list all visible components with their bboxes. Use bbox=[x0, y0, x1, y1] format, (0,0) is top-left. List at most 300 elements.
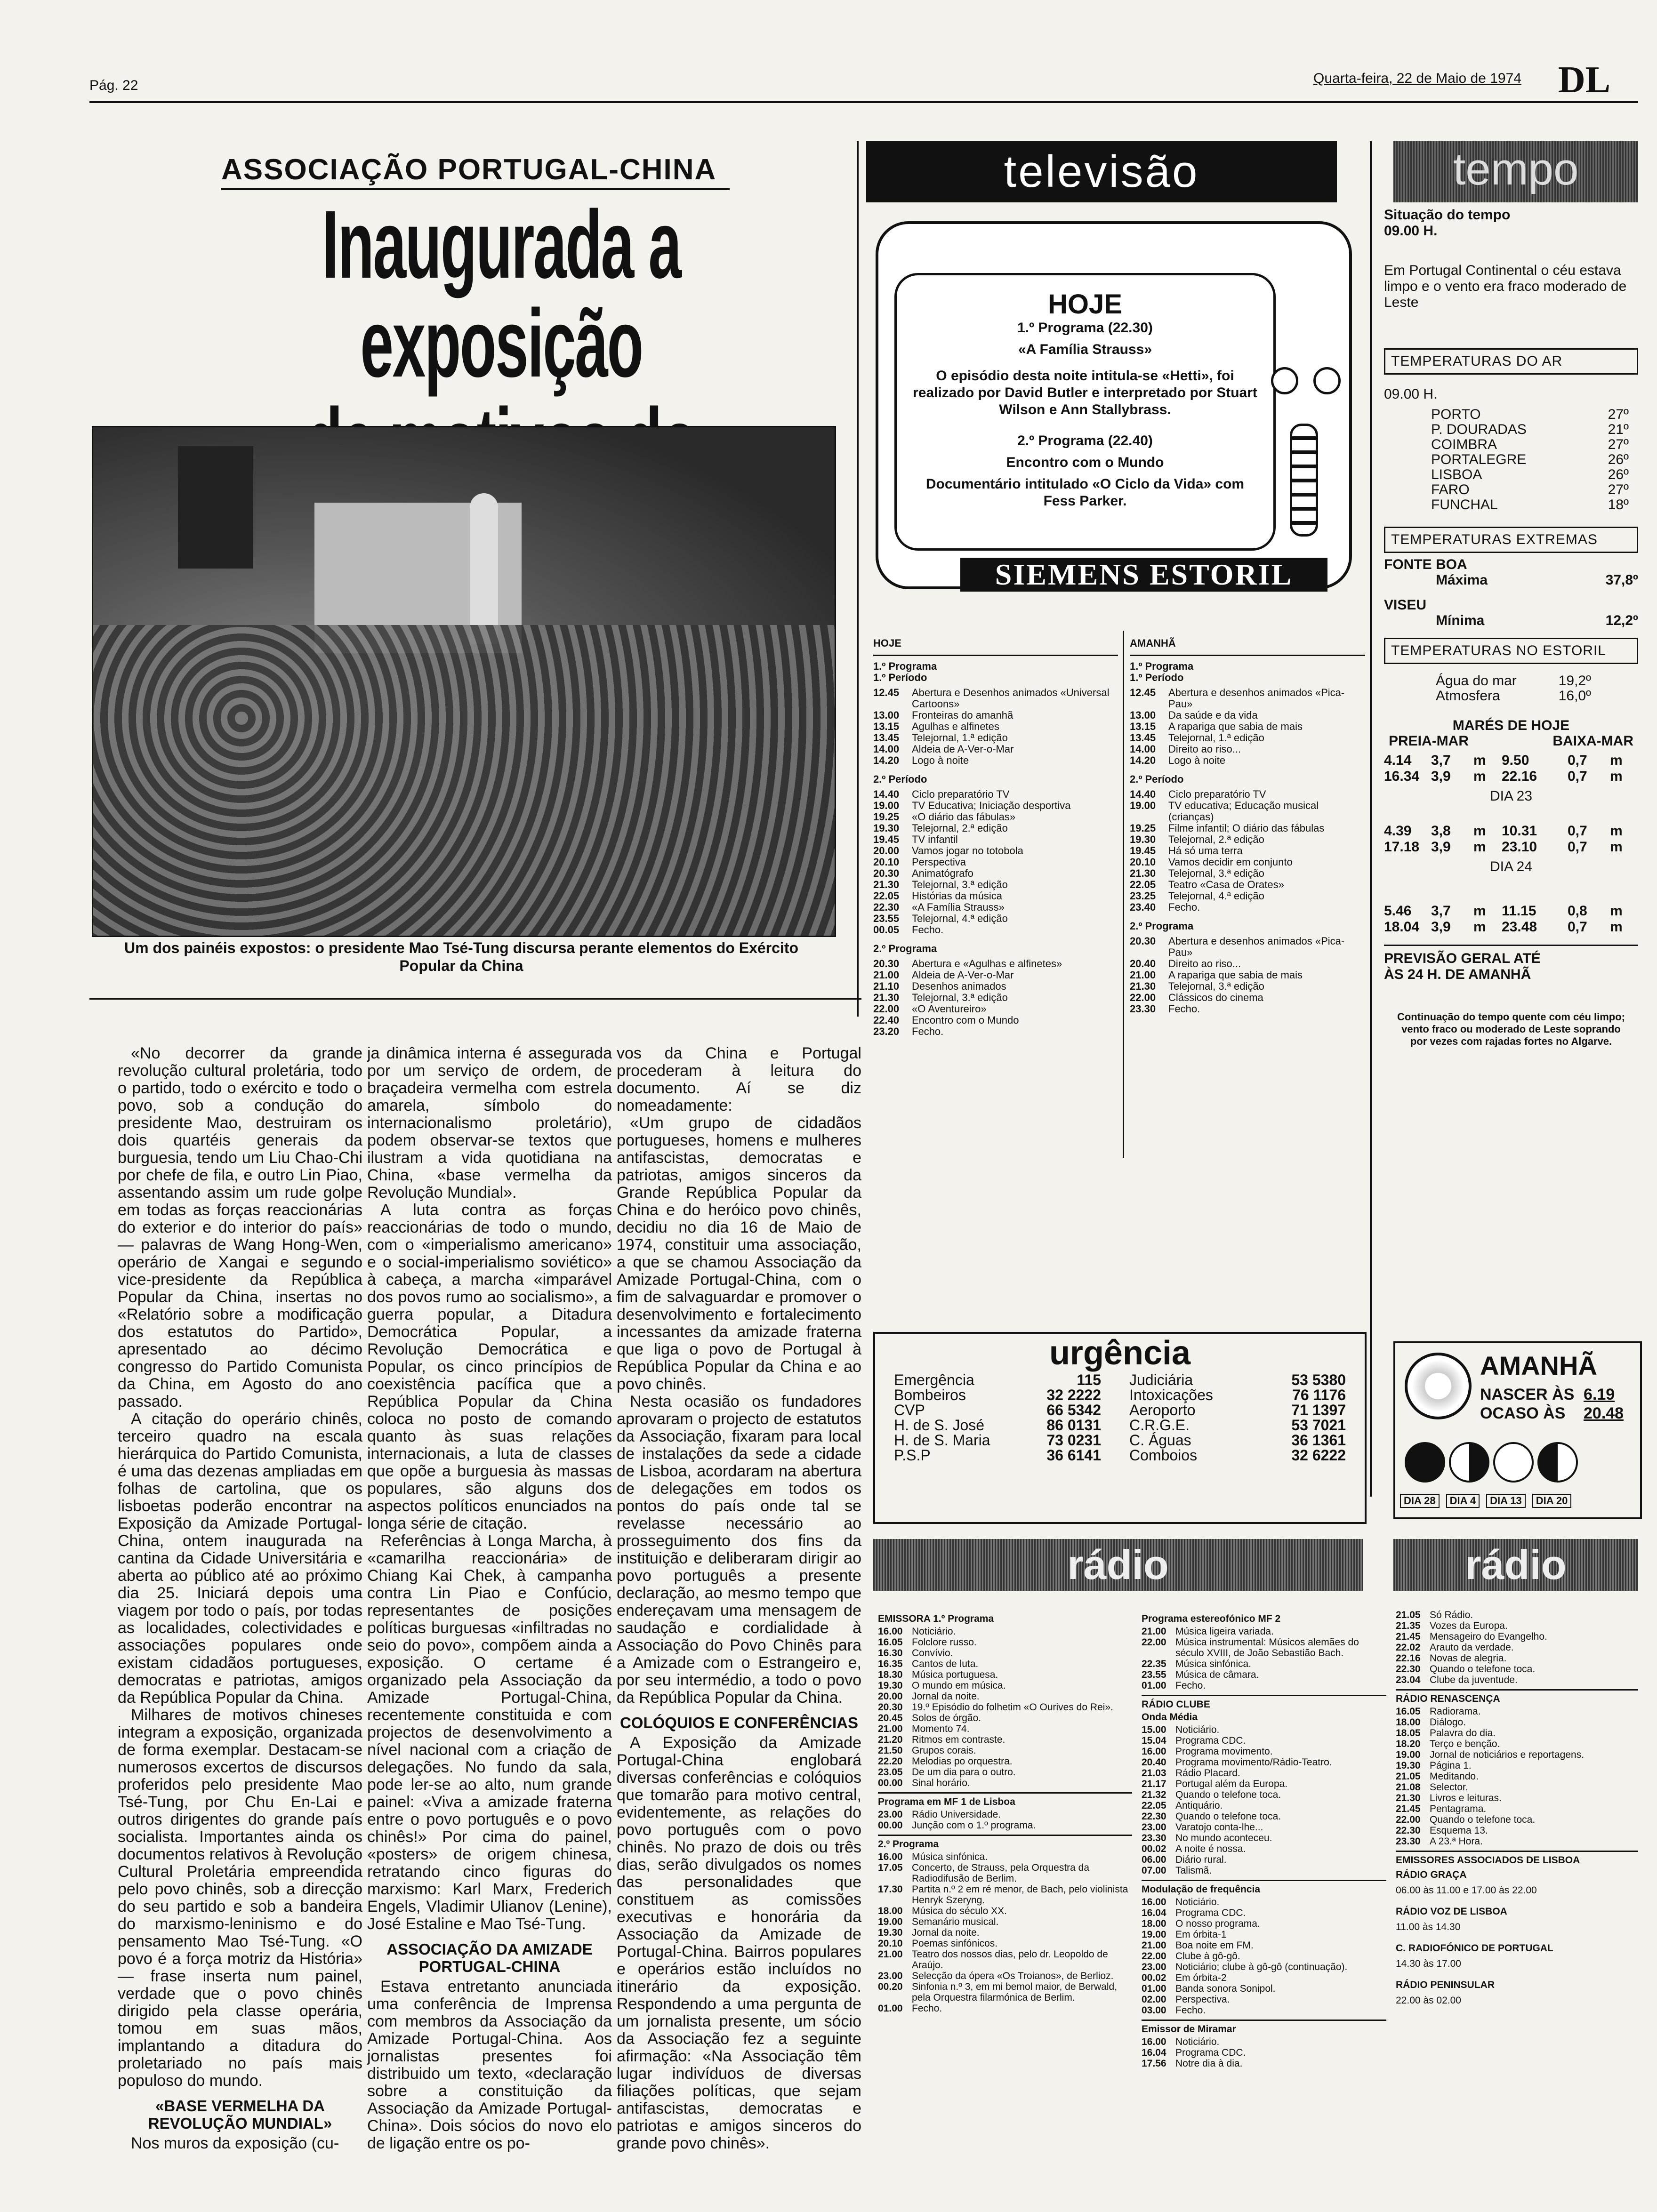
tide-value: 16.34 bbox=[1384, 769, 1420, 784]
listing-title: Música de câmara. bbox=[1175, 1669, 1259, 1680]
listing-time: 16.00 bbox=[1142, 2036, 1166, 2047]
city-name: COIMBRA bbox=[1431, 437, 1497, 452]
listing-time: 22.00 bbox=[1396, 1814, 1421, 1825]
listing-title: Página 1. bbox=[1430, 1760, 1472, 1771]
city-name: LISBOA bbox=[1431, 467, 1482, 482]
listing-row bbox=[873, 811, 1118, 823]
listing-title: Noticiário. bbox=[912, 1626, 956, 1637]
listing-row bbox=[878, 1809, 1132, 1820]
listing-title: Sinfonia n.º 3, em mi bemol maior, de Berwald, pela Orquestra filarmónica de Berlim. bbox=[912, 1981, 1118, 2003]
listing-row bbox=[1142, 2058, 1386, 2069]
listing-time: 18.00 bbox=[1396, 1717, 1421, 1728]
listing-row bbox=[1130, 823, 1365, 834]
listing-title: Programa CDC. bbox=[1175, 1907, 1246, 1918]
listing-time: 21.30 bbox=[1130, 867, 1156, 879]
listing-time: 21.05 bbox=[1396, 1610, 1421, 1620]
listing-row bbox=[1142, 1972, 1386, 1983]
listing-title: Grupos corais. bbox=[912, 1745, 976, 1756]
service-name: Comboios bbox=[1129, 1447, 1198, 1464]
service-name: CVP bbox=[894, 1402, 925, 1419]
tide-value: 23.10 bbox=[1502, 839, 1537, 855]
listing-row bbox=[1142, 2036, 1386, 2047]
listing-time: 20.40 bbox=[1130, 958, 1156, 970]
tide-day: DIA 23 bbox=[1489, 788, 1533, 804]
listing-time: 21.45 bbox=[1396, 1631, 1421, 1642]
listing-row bbox=[1130, 687, 1365, 710]
situation-time: 09.00 H. bbox=[1384, 223, 1438, 239]
listing-time: 16.05 bbox=[878, 1637, 903, 1648]
listing-title: Em órbita-2 bbox=[1175, 1972, 1227, 1983]
radio-column-2 bbox=[1142, 1610, 1386, 2069]
period-label: 1.º Período bbox=[1130, 672, 1184, 683]
listing-time: 13.00 bbox=[873, 709, 900, 721]
station-header: Modulação de frequência bbox=[1142, 1880, 1386, 1895]
paragraph: A luta contra as forças reaccionárias de todo o mundo, com o «imperialismo americano» e o social-imperialismo soviético» à cabeça, a marcha «imparável dos povos rumo ao socialismo», a guerra popular, a Ditadura Democrática Popular, a Revolução Democrática e Popular, os cinco princípios de coexistência pacífica que a República Popular da China coloca no posto de comando quanto às suas relações internacionais, a luta de classes que opõe a burguesia às massas populares, são alguns dos aspectos políticos enunciados na longa série de citação. bbox=[367, 1201, 612, 1532]
listing-title: Telejornal, 3.ª edição bbox=[912, 879, 1008, 890]
air-label: Atmosfera bbox=[1436, 688, 1500, 704]
listing-time: 14.20 bbox=[873, 754, 900, 766]
listing-title: Partita n.º 2 em ré menor, de Bach, pelo violinista Henryk Szeryng. bbox=[912, 1884, 1128, 1906]
listing-divider bbox=[1123, 631, 1124, 1158]
tv-knob-icon bbox=[1271, 367, 1298, 394]
tide-value: m bbox=[1610, 769, 1623, 784]
listing-row bbox=[1142, 2005, 1386, 2016]
listing-row bbox=[1142, 1994, 1386, 2005]
listing-time: 14.00 bbox=[873, 743, 900, 755]
listing-row bbox=[1130, 710, 1365, 721]
sunrise-label: NASCER ÀS bbox=[1480, 1386, 1575, 1403]
service-name: Bombeiros bbox=[894, 1387, 966, 1403]
station-name: VISEU bbox=[1384, 597, 1427, 613]
listing-title: Sinal horário. bbox=[912, 1778, 970, 1788]
listing-time: 23.20 bbox=[873, 1026, 900, 1037]
station-hours: 14.30 às 17.00 bbox=[1396, 1958, 1461, 1969]
listing-title: Terço e benção. bbox=[1430, 1739, 1500, 1749]
listing-title: Radiorama. bbox=[1430, 1706, 1481, 1717]
listing-row bbox=[1396, 1642, 1638, 1653]
listing-title: Convívio. bbox=[912, 1648, 953, 1659]
listing-time: 23.00 bbox=[878, 1971, 903, 1981]
listing-time: 20.30 bbox=[878, 1702, 903, 1713]
tide-day: DIA 24 bbox=[1489, 859, 1533, 874]
tv-p2-show: Encontro com o Mundo bbox=[1006, 455, 1164, 470]
temperature-row bbox=[1431, 437, 1629, 452]
listing-time: 19.30 bbox=[878, 1927, 903, 1938]
listing-time: 13.15 bbox=[873, 721, 900, 732]
listing-row bbox=[1396, 1836, 1638, 1847]
listing-row bbox=[1396, 1814, 1638, 1825]
listing-row bbox=[878, 1884, 1132, 1906]
listing-title: Música do século XX. bbox=[912, 1906, 1007, 1916]
listing-time: 21.00 bbox=[878, 1949, 903, 1960]
listing-row bbox=[878, 1971, 1132, 1981]
listing-time: 22.02 bbox=[1396, 1642, 1421, 1653]
listing-row bbox=[1142, 1929, 1386, 1940]
listing-time: 17.05 bbox=[878, 1862, 903, 1873]
listing-time: 19.00 bbox=[878, 1916, 903, 1927]
listing-time: 15.04 bbox=[1142, 1735, 1166, 1746]
station-header: EMISSORA 1.º Programa bbox=[878, 1613, 994, 1624]
listing-title: Música instrumental: Músicos alemães do século XVIII, de João Sebastião Bach. bbox=[1175, 1637, 1359, 1659]
listing-title: Vamos jogar no totobola bbox=[912, 845, 1023, 857]
listing-time: 21.10 bbox=[873, 980, 900, 992]
listing-title: Fecho. bbox=[1175, 1680, 1206, 1691]
tv-listing-today bbox=[873, 638, 1118, 1037]
listing-time: 21.32 bbox=[1142, 1789, 1166, 1800]
paragraph: vos da China e Portugal procederam à leitura do documento. Aí se diz nomeadamente: bbox=[617, 1044, 861, 1114]
tide-row bbox=[1384, 769, 1638, 785]
listing-title: Telejornal, 3.ª edição bbox=[1168, 867, 1264, 879]
listing-title: Da saúde e da vida bbox=[1168, 709, 1258, 721]
sponsor-banner: SIEMENS ESTORIL bbox=[960, 558, 1327, 592]
tide-row bbox=[1384, 823, 1638, 839]
listing-time: 20.10 bbox=[873, 856, 900, 868]
urgency-row bbox=[1129, 1403, 1346, 1418]
listing-time: 21.50 bbox=[878, 1745, 903, 1756]
forecast-title: PREVISÃO GERAL ATÉ ÀS 24 H. DE AMANHÃ bbox=[1384, 951, 1541, 982]
article-photo bbox=[92, 426, 836, 937]
listing-row bbox=[1142, 1897, 1386, 1907]
service-name: C. Águas bbox=[1129, 1432, 1191, 1449]
listing-row bbox=[1130, 992, 1365, 1003]
listing-row bbox=[1396, 1803, 1638, 1814]
station-name: RÁDIO PENINSULAR bbox=[1396, 1980, 1495, 1990]
listing-row bbox=[878, 1862, 1132, 1884]
tide-value: m bbox=[1473, 769, 1486, 784]
listing-title: O mundo em música. bbox=[912, 1680, 1006, 1691]
station-name: RÁDIO GRAÇA bbox=[1396, 1869, 1467, 1880]
city-name: FUNCHAL bbox=[1431, 497, 1498, 513]
listing-title: Clássicos do cinema bbox=[1168, 992, 1263, 1003]
listing-row bbox=[1130, 800, 1365, 823]
city-temp: 18º bbox=[1608, 497, 1629, 513]
new-moon-icon bbox=[1405, 1442, 1445, 1483]
station-header: RÁDIO CLUBE bbox=[1142, 1695, 1386, 1710]
listing-title: Telejornal, 2.ª edição bbox=[912, 822, 1008, 834]
listing-row bbox=[873, 710, 1118, 721]
listing-title: A rapariga que sabia de mais bbox=[1168, 721, 1303, 732]
program-label: 2.º Programa bbox=[1130, 920, 1194, 932]
listing-row bbox=[873, 924, 1118, 936]
listing-row bbox=[878, 1981, 1132, 2003]
listing-time: 21.45 bbox=[1396, 1803, 1421, 1814]
listing-time: 21.20 bbox=[878, 1734, 903, 1745]
service-number: 66 5342 bbox=[1046, 1402, 1101, 1419]
listing-row bbox=[1142, 1940, 1386, 1951]
tide-value: 3,9 bbox=[1431, 839, 1451, 855]
subheading: «BASE VERMELHA DA REVOLUÇÃO MUNDIAL» bbox=[148, 2097, 332, 2132]
station-header: Programa em MF 1 de Lisboa bbox=[878, 1792, 1132, 1807]
listing-row bbox=[878, 1767, 1132, 1778]
city-temp: 26º bbox=[1608, 452, 1629, 467]
listing-title: Antiquário. bbox=[1175, 1800, 1223, 1811]
listing-time: 23.00 bbox=[878, 1809, 903, 1820]
paragraph: Estava entretanto anunciada uma conferência de Imprensa com membros da Associação da Amizade Portugal-China. Aos jornalistas presentes foi distribuido um texto, «declaração sobre a constituição da Associação da Amizade Portugal-China». Dois sócios do novo elo de ligação entre os po- bbox=[367, 1978, 612, 2152]
temperature-row bbox=[1431, 407, 1629, 422]
tide-value: 3,7 bbox=[1431, 903, 1451, 919]
listing-time: 16.00 bbox=[878, 1851, 903, 1862]
radio-banner-right: rádio bbox=[1393, 1539, 1638, 1591]
listing-row bbox=[1142, 1789, 1386, 1800]
listing-row bbox=[1396, 1760, 1638, 1771]
listing-title: Agulhas e alfinetes bbox=[912, 721, 999, 732]
listing-row bbox=[878, 1938, 1132, 1949]
listing-row bbox=[873, 732, 1118, 744]
listing-time: 18.20 bbox=[1396, 1739, 1421, 1749]
listing-time: 13.15 bbox=[1130, 721, 1156, 732]
listing-title: Programa movimento/Rádio-Teatro. bbox=[1175, 1757, 1332, 1768]
city-temp: 21º bbox=[1608, 422, 1629, 437]
listing-time: 16.00 bbox=[878, 1626, 903, 1637]
tide-value: 3,9 bbox=[1431, 919, 1451, 935]
listing-row bbox=[878, 1637, 1132, 1648]
listing-row bbox=[878, 1680, 1132, 1691]
city-name: FARO bbox=[1431, 482, 1470, 497]
paragraph: «Um grupo de cidadãos portugueses, homens e mulheres antifascistas, democratas e patriotas, amigos sinceros da Grande República Popular da China e do heróico povo chinês, decidiu no dia 16 de Maio de 1974, constituir uma associação, a que se chamou Associação da Amizade Portugal-China, com o fim de salvaguardar e promover o desenvolvimento e fortalecimento incessantes da amizade fraterna que liga o povo de Portugal à República Popular da China e ao povo chinês. bbox=[617, 1114, 861, 1393]
listing-time: 22.30 bbox=[1396, 1825, 1421, 1836]
listing-title: Mensageiro do Evangelho. bbox=[1430, 1631, 1547, 1642]
listing-row bbox=[1396, 1706, 1638, 1717]
weather-banner: tempo bbox=[1393, 141, 1638, 202]
sun-moon-box bbox=[1393, 1341, 1642, 1519]
listing-title: Meditando. bbox=[1430, 1771, 1479, 1782]
listing-row bbox=[1142, 1918, 1386, 1929]
listing-row bbox=[873, 902, 1118, 913]
station-hours: 22.00 às 02.00 bbox=[1396, 1995, 1461, 2006]
listing-time: 16.04 bbox=[1142, 1907, 1166, 1918]
listing-row bbox=[878, 1745, 1132, 1756]
tide-row bbox=[1384, 753, 1638, 769]
station-header: Emissor de Miramar bbox=[1142, 2020, 1386, 2035]
section-title: TEMPERATURAS DO AR bbox=[1384, 348, 1638, 375]
tv-p2-desc: Documentário intitulado «O Ciclo da Vida» com Fess Parker. bbox=[925, 476, 1245, 509]
listing-title: Noticiário; clube à gô-gô (continuação). bbox=[1175, 1962, 1348, 1972]
band-label: Onda Média bbox=[1142, 1712, 1198, 1723]
listing-row bbox=[1142, 1659, 1386, 1669]
listing-time: 21.00 bbox=[1142, 1940, 1166, 1951]
listing-time: 07.00 bbox=[1142, 1865, 1166, 1876]
listing-time: 21.08 bbox=[1396, 1782, 1421, 1793]
listing-time: 21.17 bbox=[1142, 1779, 1166, 1789]
station-header: RÁDIO RENASCENÇA bbox=[1396, 1689, 1638, 1704]
tide-value: 0,7 bbox=[1568, 769, 1587, 784]
listing-time: 02.00 bbox=[1142, 1994, 1166, 2005]
listing-time: 18.00 bbox=[1142, 1918, 1166, 1929]
listing-row bbox=[1130, 845, 1365, 857]
listing-row bbox=[1130, 744, 1365, 755]
listing-row bbox=[873, 800, 1118, 811]
listing-time: 20.30 bbox=[873, 958, 900, 970]
listing-title: Telejornal, 2.ª edição bbox=[1168, 834, 1264, 845]
listing-title: Telejornal, 4.ª edição bbox=[912, 913, 1008, 924]
tide-value: 4.14 bbox=[1384, 753, 1412, 768]
listing-title: Jornal de noticiários e reportagens. bbox=[1430, 1749, 1585, 1760]
urgency-row bbox=[894, 1372, 1101, 1387]
listing-title: Semanário musical. bbox=[912, 1916, 999, 1927]
listing-time: 21.30 bbox=[1130, 980, 1156, 992]
listing-title: A noite é nossa. bbox=[1175, 1843, 1246, 1854]
listing-row bbox=[873, 857, 1118, 868]
listing-row bbox=[1142, 1962, 1386, 1972]
listing-row bbox=[878, 1691, 1132, 1702]
listing-title: TV infantil bbox=[912, 834, 958, 845]
listing-time: 19.30 bbox=[1396, 1760, 1421, 1771]
listing-row bbox=[1396, 1782, 1638, 1793]
listing-title: Logo à noite bbox=[1168, 754, 1226, 766]
listing-title: Fecho. bbox=[1168, 1003, 1200, 1015]
listing-title: Telejornal, 1.ª edição bbox=[1168, 732, 1264, 744]
listing-time: 20.10 bbox=[878, 1938, 903, 1949]
service-name: Judiciária bbox=[1129, 1371, 1193, 1388]
tomorrow-title: AMANHÃ bbox=[1480, 1351, 1597, 1380]
listing-time: 13.45 bbox=[1130, 732, 1156, 744]
listing-title: Palavra do dia. bbox=[1430, 1728, 1496, 1739]
listing-time: 23.00 bbox=[1142, 1962, 1166, 1972]
listing-title: Melodias po orquestra. bbox=[912, 1756, 1013, 1767]
listing-time: 16.04 bbox=[1142, 2047, 1166, 2058]
listing-row bbox=[1130, 857, 1365, 868]
tv-p2-label: 2.º Programa (22.40) bbox=[1017, 433, 1153, 449]
urgency-row bbox=[1129, 1418, 1346, 1433]
tide-value: 0,7 bbox=[1568, 839, 1587, 855]
listing-row bbox=[1142, 1865, 1386, 1876]
listing-title: Junção com o 1.º programa. bbox=[912, 1820, 1036, 1831]
listing-title: Filme infantil; O diário das fábulas bbox=[1168, 822, 1325, 834]
city-name: PORTALEGRE bbox=[1431, 452, 1527, 467]
period-label: 2.º Período bbox=[873, 773, 927, 785]
listing-row bbox=[1142, 1800, 1386, 1811]
paragraph: «No decorrer da grande revolução cultural proletária, todo o partido, todo o exército e todo o povo, sob a condução do presidente Mao, destruiram os dois quartéis generais da burguesia, tendo um Liu Chao-Chi por chefe de fila, e outro Lin Piao, assentando assim um rude golpe em todas as forças reaccionárias do exterior e do interior do país» — palavras de Wang Hong-Wen, operário de Xangai e segundo vice-presidente da República Popular da China, insertas no «Relatório sobre a modificação dos estatutos do Partido», apresentado ao décimo congresso do Partido Comunista da China, em Agosto do ano passado. bbox=[118, 1044, 362, 1411]
tide-value: 3,8 bbox=[1431, 823, 1451, 839]
listing-time: 03.00 bbox=[1142, 2005, 1166, 2016]
sun-icon bbox=[1405, 1353, 1472, 1419]
listing-time: 19.45 bbox=[1130, 845, 1156, 857]
listing-title: Perspectiva bbox=[912, 856, 966, 868]
tide-value: m bbox=[1610, 919, 1623, 935]
tide-value: 9.50 bbox=[1502, 753, 1529, 768]
listing-time: 20.30 bbox=[1130, 935, 1156, 947]
title-line-1: Inaugurada a exposição bbox=[322, 191, 681, 397]
tide-value: 18.04 bbox=[1384, 919, 1420, 935]
listing-title: Arauto da verdade. bbox=[1430, 1642, 1514, 1653]
listing-title: No mundo aconteceu. bbox=[1175, 1833, 1272, 1843]
listing-title: Perspectiva. bbox=[1175, 1994, 1230, 2005]
listing-row bbox=[1142, 1637, 1386, 1659]
listing-time: 18.30 bbox=[878, 1669, 903, 1680]
listing-time: 21.00 bbox=[1142, 1626, 1166, 1637]
listing-row bbox=[873, 1026, 1118, 1037]
listing-time: 15.00 bbox=[1142, 1724, 1166, 1735]
listing-row bbox=[1142, 1811, 1386, 1822]
period-label: 2.º Período bbox=[1130, 773, 1184, 785]
listing-title: Teatro dos nossos dias, pelo dr. Leopoldo de Araújo. bbox=[912, 1949, 1108, 1971]
listing-row bbox=[878, 1659, 1132, 1669]
listing-time: 14.20 bbox=[1130, 754, 1156, 766]
tv-screen bbox=[894, 273, 1276, 551]
listing-row bbox=[1142, 1680, 1386, 1691]
listing-time: 23.55 bbox=[873, 913, 900, 924]
weather-panel bbox=[1384, 207, 1638, 1048]
listing-time: 00.05 bbox=[873, 924, 900, 936]
listing-title: TV Educativa; Iniciação desportiva bbox=[912, 800, 1071, 811]
listing-time: 19.00 bbox=[1142, 1929, 1166, 1940]
listing-row bbox=[878, 2003, 1132, 2014]
temperature-row bbox=[1431, 497, 1629, 513]
listing-row bbox=[878, 1949, 1132, 1971]
paragraph: Milhares de motivos chineses integram a exposição, organizada de forma exemplar. Destacam-se numerosos excertos de discursos proferidos pelo presidente Mao Tsé-Tung, por Chu En-Lai e outros dirigentes do grande país socialista. Importantes ainda os documentos relativos à Revolução Cultural Proletária empreendida pelo povo chinês, sob a direcção do seu partido e sob a bandeira do marxismo-leninismo e do pensamento Mao Tsé-Tung. «O povo é a força motriz da História» — frase inserta num painel, verdade que o povo chinês dirigido pela classe operária, tomou em suas mãos, implantando a ditadura do proletariado no país mais populoso do mundo. bbox=[118, 1706, 362, 2090]
listing-row bbox=[878, 1851, 1132, 1862]
listing-time: 22.35 bbox=[1142, 1659, 1166, 1669]
listing-time: 23.05 bbox=[878, 1767, 903, 1778]
listing-time: 22.05 bbox=[873, 890, 900, 902]
listing-time: 21.30 bbox=[1396, 1793, 1421, 1803]
listing-time: 23.04 bbox=[1396, 1675, 1421, 1685]
newspaper-logo: DL bbox=[1558, 59, 1611, 101]
listing-title: Aldeia de A-Ver-o-Mar bbox=[912, 969, 1014, 981]
station-name: FONTE BOA bbox=[1384, 557, 1467, 572]
issue-date: Quarta-feira, 22 de Maio de 1974 bbox=[1313, 71, 1521, 86]
listing-title: Rádio Universidade. bbox=[912, 1809, 1001, 1820]
listing-row bbox=[878, 1820, 1132, 1831]
listing-time: 16.30 bbox=[878, 1648, 903, 1659]
listing-row bbox=[878, 1906, 1132, 1916]
service-number: 115 bbox=[1077, 1371, 1101, 1388]
listing-title: Fecho. bbox=[1168, 901, 1200, 913]
service-number: 86 0131 bbox=[1046, 1417, 1101, 1434]
listing-time: 19.00 bbox=[1130, 800, 1156, 811]
listing-row bbox=[878, 1669, 1132, 1680]
listing-row bbox=[1142, 1779, 1386, 1789]
city-temp: 26º bbox=[1608, 467, 1629, 482]
listing-time: 21.05 bbox=[1396, 1771, 1421, 1782]
listing-title: Noticiário. bbox=[1175, 1897, 1220, 1907]
tv-listing-tomorrow bbox=[1130, 638, 1365, 1015]
listing-row bbox=[873, 981, 1118, 992]
listing-title: «A Família Strauss» bbox=[912, 901, 1005, 913]
paragraph: Referências à Longa Marcha, à «camarilha reaccionária» de Chiang Kai Chek, à campanha contra Lin Piao e Confúcio, representantes de posições políticas burguesas «infiltradas no seio do povo», compõem ainda a exposição. O certame é organizado pela Associação da Amizade Portugal-China, recentemente constituida e com projectos de desenvolvimento a nível nacional com a criação de delegações. No fundo da sala, pode ler-se ao alto, num grande painel: «Viva a amizade fraterna entre o povo português e o povo chinês!» Por cima do painel, «posters» de origem chinesa, retratando cinco figuras do marxismo: Karl Marx, Frederich Engels, Vladimir Ulianov (Lenine), José Estaline e Mao Tsé-Tung. bbox=[367, 1532, 612, 1933]
listing-row bbox=[1142, 2047, 1386, 2058]
tide-value: m bbox=[1610, 753, 1623, 768]
listing-time: 21.30 bbox=[873, 879, 900, 890]
listing-row bbox=[878, 1723, 1132, 1734]
min-label: Mínima bbox=[1436, 613, 1485, 628]
situation-label: Situação do tempo bbox=[1384, 207, 1511, 223]
listing-row bbox=[1142, 1746, 1386, 1757]
listing-row bbox=[1130, 868, 1365, 879]
listing-row bbox=[873, 992, 1118, 1003]
listing-row bbox=[873, 845, 1118, 857]
tide-value: m bbox=[1473, 903, 1486, 919]
tide-value: m bbox=[1473, 919, 1486, 935]
listing-time: 00.00 bbox=[878, 1820, 903, 1831]
listing-title: Momento 74. bbox=[912, 1723, 970, 1734]
service-number: 71 1397 bbox=[1291, 1402, 1346, 1419]
listing-title: Diário rural. bbox=[1175, 1854, 1227, 1865]
listing-title: Livros e leituras. bbox=[1430, 1793, 1502, 1803]
subheading: COLÓQUIOS E CONFERÊNCIAS bbox=[619, 1714, 859, 1731]
listing-row bbox=[878, 1702, 1132, 1713]
listing-title: Fecho. bbox=[912, 1026, 944, 1037]
listing-time: 17.30 bbox=[878, 1884, 903, 1895]
listing-row bbox=[873, 834, 1118, 845]
listing-title: Portugal além da Europa. bbox=[1175, 1779, 1288, 1789]
listing-time: 22.00 bbox=[1142, 1951, 1166, 1962]
tide-value: m bbox=[1610, 839, 1623, 855]
listing-time: 16.00 bbox=[1142, 1746, 1166, 1757]
last-quarter-icon bbox=[1537, 1442, 1578, 1483]
listing-row bbox=[873, 755, 1118, 766]
listing-row bbox=[878, 1626, 1132, 1637]
